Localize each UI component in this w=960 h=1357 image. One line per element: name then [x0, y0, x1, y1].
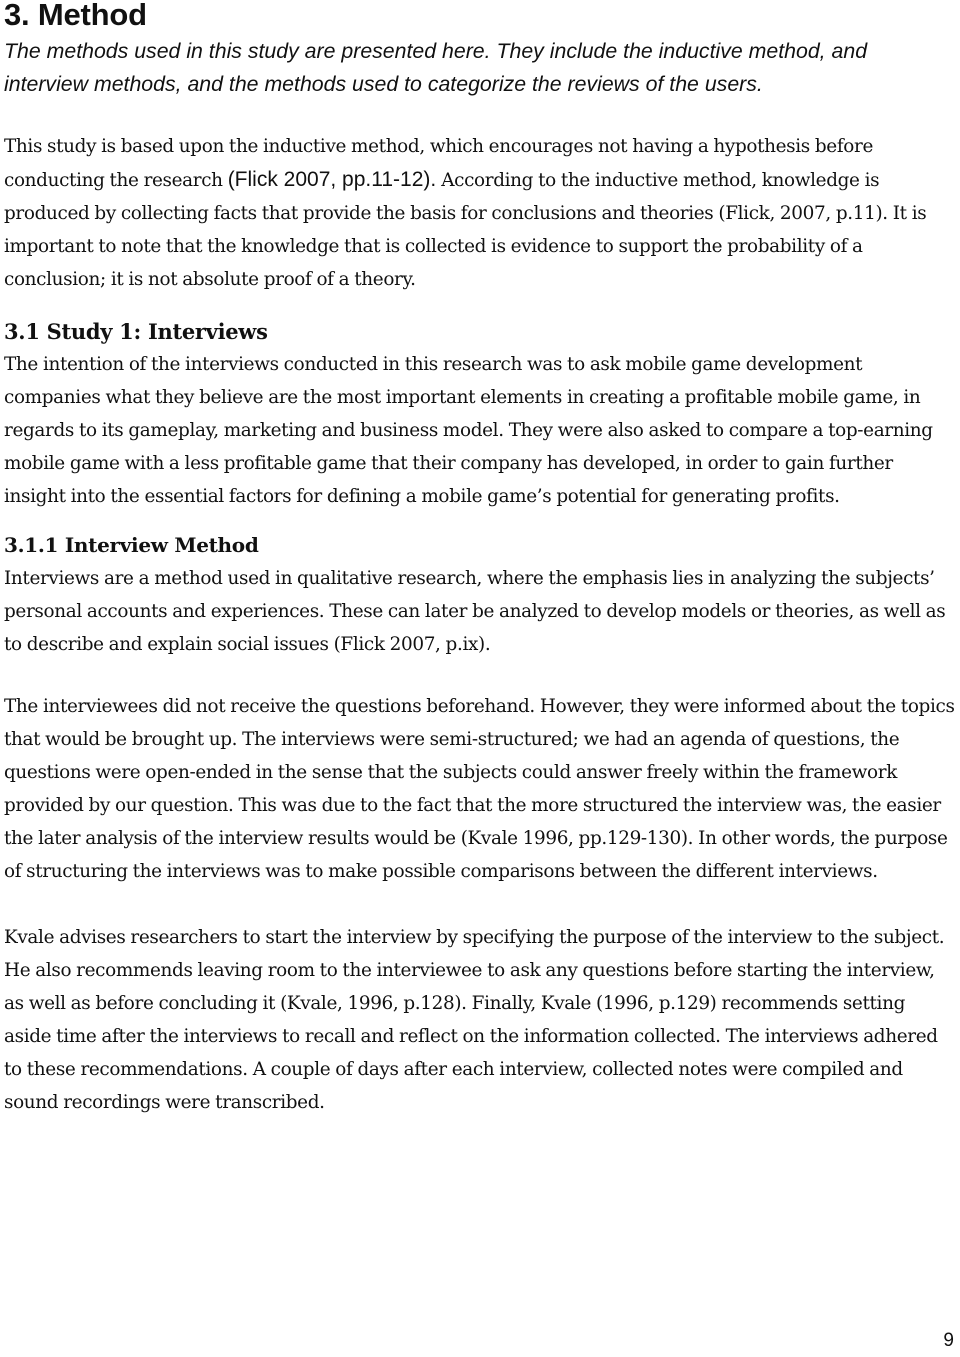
- interviewees-paragraph: The interviewees did not receive the questions beforehand. However, they were informed about the topics that would be brought up. The interviews were semi-structured; we had an agenda of questions, the questions were open-ended in the sense that the subjects could answer freely within the framework provided by our question. This was due to the fact that the more structured the interview was, the easier the later analysis of the interview results would be (Kvale 1996, pp.129-130). In other words, the purpose of structuring the interviews was to make possible comparisons between the different interviews.: [4, 696, 955, 882]
- inductive-paragraph-text-a: This study is based upon the inductive method, which encourages not having a hypothesis before conducting the research: [4, 136, 873, 191]
- section-intro: The methods used in this study are presented here. They include the inductive method, and interview methods, and the methods used to categorize the reviews of the users.: [4, 39, 868, 96]
- inductive-paragraph-text-b: According to the inductive method, knowledge is produced by collecting facts that provide the basis for conclusions and theories (Flick, 2007, p.11). It is important to note that the knowledge that is collected is evidence to support the probability of a conclusion; it is not absolute proof of a theory.: [4, 170, 927, 290]
- document-page: [4, 0, 956, 1119]
- page-number: 9: [943, 1330, 954, 1351]
- interview-method-heading: 3.1.1 Interview Method: [4, 533, 259, 557]
- flick-citation: (Flick 2007, pp.11-12).: [227, 168, 437, 191]
- study-1-heading: 3.1 Study 1: Interviews: [4, 319, 268, 344]
- study-1-paragraph: The intention of the interviews conducted in this research was to ask mobile game development companies what they believe are the most important elements in creating a profitable mobile game, in regards to its gameplay, marketing and business model. They were also asked to compare a top-earning mobile game with a less profitable game that their company has developed, in order to gain further insight into the essential factors for defining a mobile game’s potential for generating profits.: [4, 354, 933, 507]
- inductive-method-paragraph: [4, 130, 956, 296]
- interview-method-paragraph: Interviews are a method used in qualitative research, where the emphasis lies in analyzing the subjects’ personal accounts and experiences. These can later be analyzed to develop models or theories, as well as to describe and explain social issues (Flick 2007, p.ix).: [4, 568, 946, 655]
- kvale-paragraph: Kvale advises researchers to start the interview by specifying the purpose of the interview to the subject. He also recommends leaving room to the interviewee to ask any questions before starting the interview, as well as before concluding it (Kvale, 1996, p.128). Finally, Kvale (1996, p.129) recommends setting aside time after the interviews to recall and reflect on the information collected. The interviews adhered to these recommendations. A couple of days after each interview, collected notes were compiled and sound recordings were transcribed.: [4, 927, 945, 1113]
- section-heading: 3. Method: [4, 0, 147, 32]
